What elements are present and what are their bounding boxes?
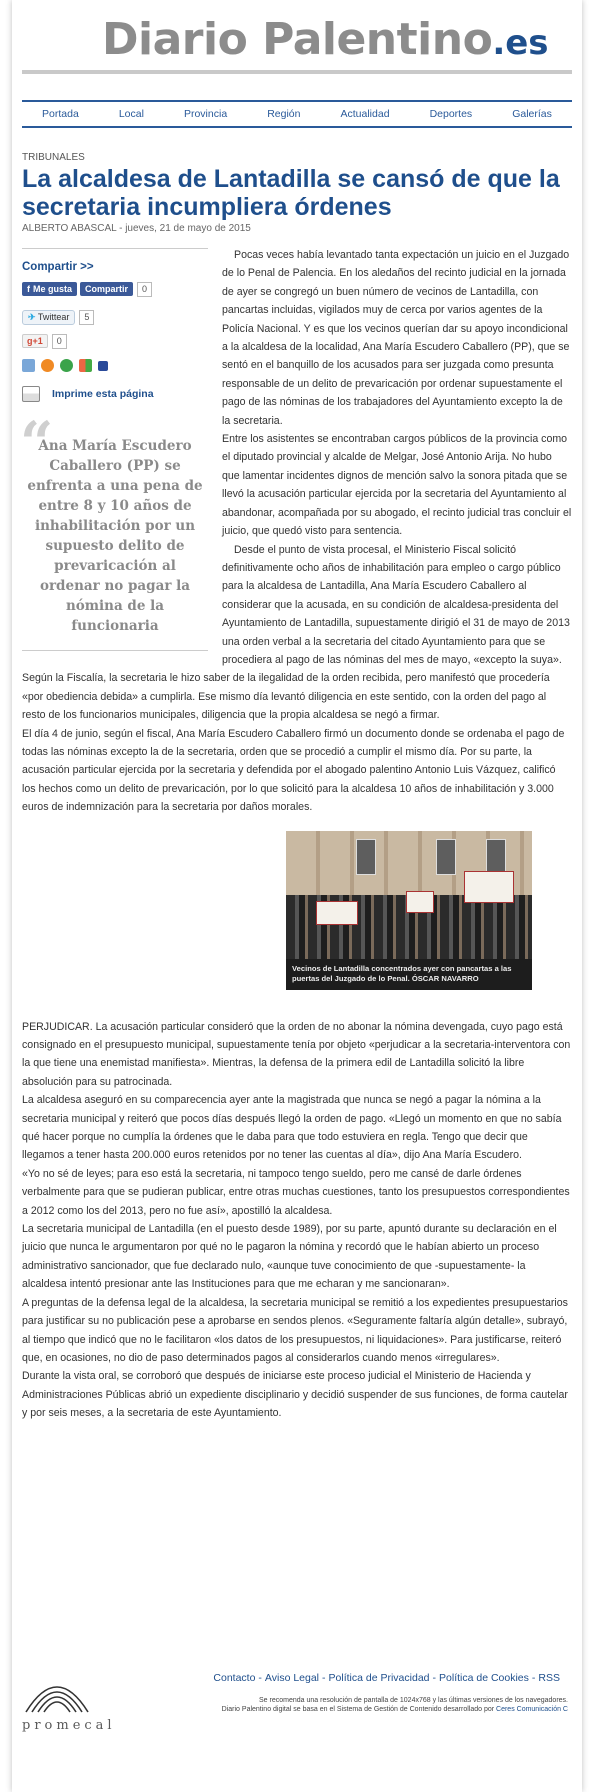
share-title[interactable]: Compartir >> [22, 261, 94, 273]
printer-icon [22, 386, 40, 402]
photo-window [356, 839, 376, 875]
footer-separator: - [322, 1672, 326, 1684]
facebook-share-row [22, 281, 208, 297]
facebook-like-label: Me gusta [33, 284, 73, 294]
nav-galerias[interactable]: Galerías [512, 108, 552, 120]
menéame-icon[interactable] [60, 359, 73, 372]
footer-separator: - [258, 1672, 262, 1684]
twitter-count: 5 [79, 310, 94, 325]
site-logo[interactable] [102, 14, 549, 65]
page-footer [12, 1640, 582, 1780]
page [12, 0, 582, 1792]
footer-note-line [138, 1705, 568, 1714]
site-logo-tld: .es [492, 23, 549, 63]
footer-note [138, 1696, 568, 1714]
article-paragraph: Entre los asistentes se encontraban cargos públicos de la provincia como el diputado provincial y alcalde de Melgar, José Antonio Arija. No hubo que lamentar incidentes dignos de mención salvo la sonora pitada que se llevó la acusación particular ejercida por la secretaria del Ayuntamiento al abandonar, acompañada por su abogado, el recinto judicial tras concluir el juicio, que quedó visto para sentencia. [222, 433, 572, 538]
site-logo-name: Diario Palentino [102, 14, 493, 65]
bookmark-icon[interactable] [22, 359, 35, 372]
nav-local[interactable]: Local [118, 108, 144, 120]
article-byline: ALBERTO ABASCAL - jueves, 21 de mayo de 2015 [22, 223, 251, 234]
gplus-button[interactable]: g+1 [22, 334, 48, 348]
masthead-rule [22, 70, 572, 74]
photo-banner [316, 901, 358, 925]
article-paragraph: PERJUDICAR. La acusación particular consideró que la orden de no abonar la nómina devengada, cuyo pago está consignado en el presupuesto municipal, supuestamente tenía por objeto «perjudicar a la secretaria-interventora con la que tiene una enemistad manifiesta». Mientras, la defensa de la primera edil de Lantadilla solicitó la libre absolución para su patrocinada. [22, 1020, 571, 1088]
pull-quote-text: Ana María Escudero Caballero (PP) se enfrenta a una pena de entre 8 y 10 años de inhabilitación por un supuesto delito de prevaricación al ordenar no pagar la nómina de la funcionaria [27, 438, 203, 634]
twitter-share-row [22, 309, 208, 325]
gplus-share-row [22, 333, 208, 349]
footer-note-text: Diario Palentino digital se basa en el Sistema de Gestión de Contenido desarrollado por [221, 1706, 495, 1713]
section-label: TRIBUNALES [22, 152, 85, 163]
facebook-like-button[interactable] [22, 282, 77, 296]
article-paragraph: La secretaria municipal de Lantadilla (en el puesto desde 1989), por su parte, apuntó durante su declaración en el juicio que nunca le argumentaron por qué no le pagaron la nómina y recordó que le habían abierto un proceso administrativo sancionador, que fue declarado nulo, «aunque tuve conocimiento de que -supuestamente- la alcaldesa intentó presionar ante las Instituciones para que me echaran y me sancionaran». [22, 1223, 557, 1291]
facebook-icon: f [27, 284, 30, 294]
nav-region[interactable]: Región [267, 108, 301, 120]
pull-quote [20, 409, 208, 651]
footer-link-contacto[interactable]: Contacto [213, 1672, 256, 1684]
article-sidebar [22, 248, 208, 651]
article-headline: La alcaldesa de Lantadilla se cansó de que la secretaria incumpliera órdenes [22, 165, 560, 221]
promecal-arcs-icon [22, 1660, 92, 1716]
nav-actualidad[interactable]: Actualidad [340, 108, 390, 120]
article-paragraph: El día 4 de junio, según el fiscal, Ana María Escudero Caballero firmó un documento donde se ordenaba el pago de todas las nóminas excepto la de la secretaria, orden que se procedió a cumplir el mismo día. Por su parte, la acusación particular ejercida por la secretaria y defendida por el abogado palentino Antonio Luis Vázquez, calificó los hechos como un delito de prevaricación, por lo que solicitó para la alcaldesa 10 años de inhabilitación y 3.000 euros de indemnización para la secretaria por daños morales. [22, 727, 565, 814]
photo-banner [406, 891, 434, 913]
photo-window [486, 839, 506, 875]
article-text-continued [22, 1018, 572, 1423]
masthead [12, 0, 582, 78]
facebook-share-button[interactable]: Compartir [80, 282, 133, 296]
article-paragraph: A preguntas de la defensa legal de la alcaldesa, la secretaria municipal se remitió a los expedientes presupuestarios para justificar su no publicación pese a aprobarse en sendos plenos. «Seguramente faltaría algún detalle», subrayó, al tiempo que indicó que no le facilitaron «los datos de los presupuestos, ni liquidaciones». Para justificarse, reiteró que, en ocasiones, no dio de paso determinados pagos al considerarlos cuando menos «irregulares». [22, 1296, 568, 1364]
print-page-label: Imprime esta página [52, 388, 154, 400]
photo-caption: Vecinos de Lantadilla concentrados ayer con pancartas a las puertas del Juzgado de lo Penal. ÓSCAR NAVARRO [286, 959, 532, 990]
footer-link-aviso-legal[interactable]: Aviso Legal [264, 1672, 320, 1684]
article-paragraph: Pocas veces había levantado tanta expectación un juicio en el Juzgado de lo Penal de Palencia. En los aledaños del recinto judicial en la jornada de ayer se congregó un buen número de vecinos de Lantadilla, con pancartas incluidas, vigilados muy de cerca por varios agentes de la Policía Nacional. Y es que los vecinos querían dar su apoyo incondicional a la alcaldesa de la localidad, Ana María Escudero Caballero (PP), que se sentó en el banquillo de los acusados para ser juzgada como presunta responsable de un delito de prevaricación por ordenar supuestamente el pago de las nóminas de los trabajadores del Ayuntamiento excepto la de la secretaria. [222, 249, 570, 427]
article-paragraph: La alcaldesa aseguró en su comparecencia ayer ante la magistrada que nunca se negó a pagar la nómina a la secretaria municipal y reiteró que pocos días después llegó la orden de pago. «Llegó un momento en que no sabía qué hacer porque no cumplía la órdenes que le daba para que todo estuviera en regla. Tengo que decir que llegamos a tener hasta 200.000 euros retenidos por no tener las cuentas al día», dijo Ana María Escudero. [22, 1094, 562, 1162]
article-paragraph: Durante la vista oral, se corroboró que después de iniciarse este proceso judicial el Ministerio de Hacienda y Administraciones Públicas abrió un expediente disciplinario y decidió suspender de sus funciones, de forma cautelar y por seis meses, a la secretaria de este Ayuntamiento. [22, 1370, 568, 1420]
footer-note-line: Se recomenda una resolución de pantalla de 1024x768 y las últimas versiones de los navegadores. [259, 1697, 568, 1704]
article-photo-frame [286, 831, 532, 990]
delicious-icon[interactable] [98, 361, 108, 371]
twitter-bird-icon: ✈ [28, 311, 36, 322]
article-body [22, 246, 572, 1423]
article-photo[interactable] [286, 831, 532, 959]
promecal-logo[interactable] [22, 1660, 132, 1740]
quote-mark-icon: “ [20, 409, 54, 477]
footer-link-cookies[interactable]: Política de Cookies [439, 1672, 529, 1684]
footer-separator: - [432, 1672, 437, 1684]
nav-deportes[interactable]: Deportes [429, 108, 473, 120]
footer-link-rss[interactable]: RSS [538, 1672, 560, 1684]
nav-portada[interactable]: Portada [42, 108, 79, 120]
footer-note-link[interactable]: Ceres Comunicación C [496, 1706, 568, 1713]
twitter-button[interactable] [22, 310, 75, 325]
article-paragraph: «Yo no sé de leyes; para eso está la secretaria, ni tampoco tengo sueldo, pero me cansé de darle órdenes verbalmente para que se pudieran publicar, entre otras muchas cuestiones, tanto los presupuestos correspondientes a 2012 como los del 2013, pero no fue así», apostilló la alcaldesa. [22, 1167, 570, 1217]
article-figure [22, 831, 532, 990]
photo-banner [464, 871, 514, 903]
footer-link-privacidad[interactable]: Política de Privacidad [328, 1672, 430, 1684]
windows-live-icon[interactable] [79, 359, 92, 372]
promecal-wordmark: promecal [22, 1718, 116, 1733]
footer-links [213, 1672, 560, 1684]
rss-icon[interactable] [41, 359, 54, 372]
photo-window [436, 839, 456, 875]
share-icons-row [22, 359, 208, 372]
gplus-count: 0 [52, 334, 67, 349]
footer-separator: - [531, 1672, 536, 1684]
print-page-link[interactable] [22, 386, 208, 402]
twitter-button-label: Twittear [37, 311, 70, 322]
facebook-count: 0 [137, 282, 152, 297]
article-paragraph: Desde el punto de vista procesal, el Ministerio Fiscal solicitó definitivamente ocho años de inhabilitación para empleo o cargo público para la alcaldesa de Lantadilla, Ana María Escudero Caballero al considerar que la acusada, en su condición de alcaldesa-presidenta del Ayuntamiento de Lantadilla, supuestamente dirigió el 31 de mayo de 2013 una orden verbal a la secretaria del citado Ayuntamiento para que se procediera al pago de las nóminas del mes de mayo, «excepto la suya». Según la Fiscalía, la secretaria le hizo saber de la ilegalidad de la orden recibida, pero manifestó que procedería «por obediencia debida» a cumplirla. Ese mismo día levantó diligencia en este sentido, con la orden del pago al resto de los funcionarios municipales, diligencia que la propia alcaldesa se negó a firmar. [22, 543, 570, 722]
nav-provincia[interactable]: Provincia [183, 108, 228, 120]
main-nav [22, 100, 572, 128]
